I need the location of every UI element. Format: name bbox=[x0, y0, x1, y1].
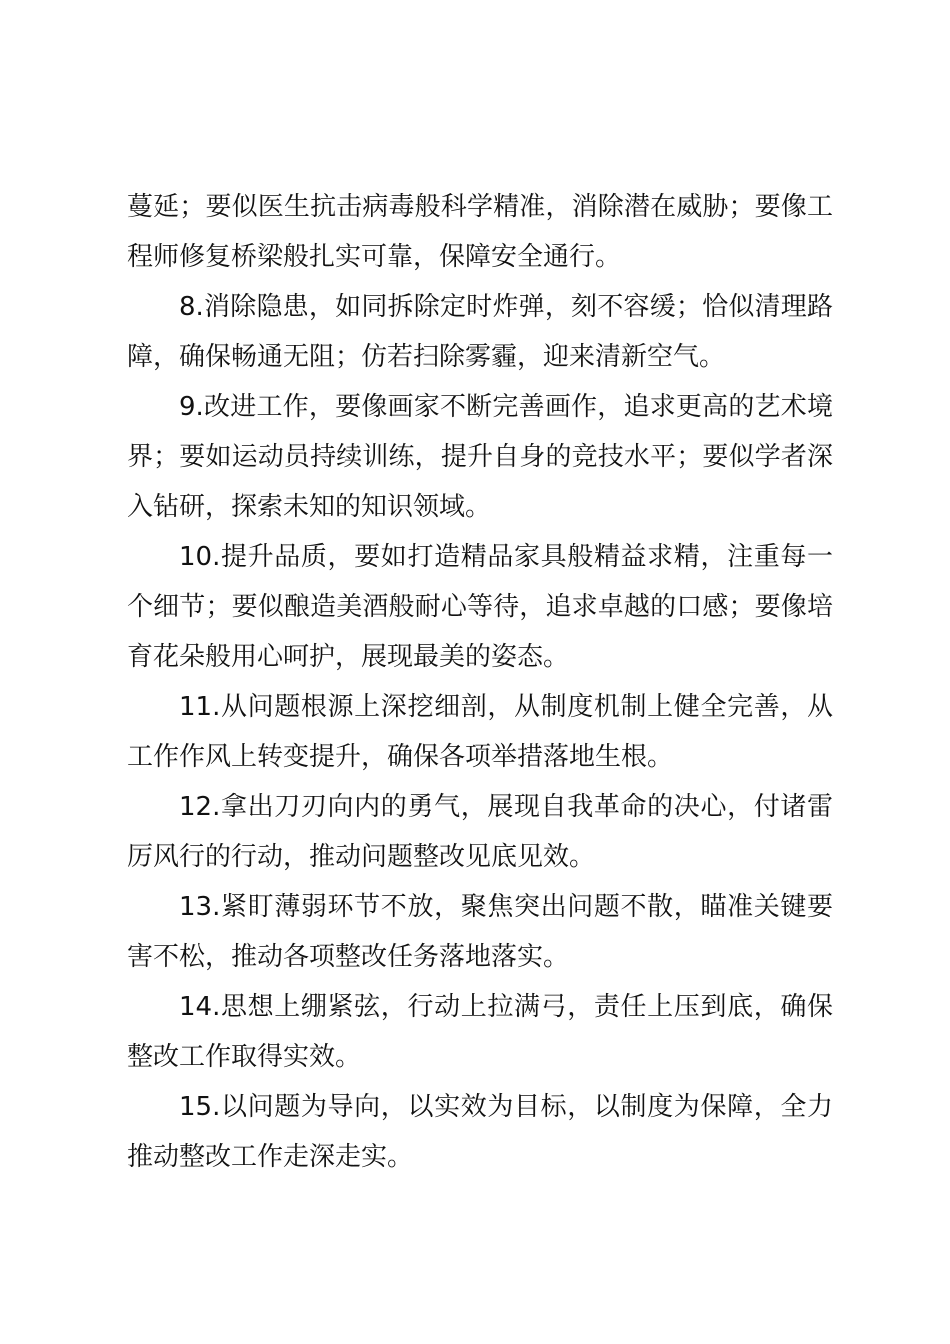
paragraph-item-10: 10.提升品质，要如打造精品家具般精益求精，注重每一个细节；要似酿造美酒般耐心等待，追求卓越的口感；要像培育花朵般用心呵护，展现最美的姿态。 bbox=[127, 542, 833, 672]
paragraph-item-8: 8.消除隐患，如同拆除定时炸弹，刻不容缓；恰似清理路障，确保畅通无阻；仿若扫除雾霾，迎来清新空气。 bbox=[127, 292, 833, 372]
paragraph-item-13: 13.紧盯薄弱环节不放，聚焦突出问题不散，瞄准关键要害不松，推动各项整改任务落地落实。 bbox=[127, 892, 833, 972]
paragraph-item-12: 12.拿出刀刃向内的勇气，展现自我革命的决心，付诸雷厉风行的行动，推动问题整改见底见效。 bbox=[127, 792, 833, 872]
paragraph-item-15: 15.以问题为导向，以实效为目标，以制度为保障，全力推动整改工作走深走实。 bbox=[127, 1092, 833, 1172]
paragraph-item-11: 11.从问题根源上深挖细剖，从制度机制上健全完善，从工作作风上转变提升，确保各项举措落地生根。 bbox=[127, 692, 833, 772]
document-body bbox=[127, 182, 833, 1182]
paragraph-item-14: 14.思想上绷紧弦，行动上拉满弓，责任上压到底，确保整改工作取得实效。 bbox=[127, 992, 833, 1072]
paragraph-item-9: 9.改进工作，要像画家不断完善画作，追求更高的艺术境界；要如运动员持续训练，提升自身的竞技水平；要似学者深入钻研，探索未知的知识领域。 bbox=[127, 392, 833, 522]
paragraph-continuation: 蔓延；要似医生抗击病毒般科学精准，消除潜在威胁；要像工程师修复桥梁般扎实可靠，保障安全通行。 bbox=[127, 192, 833, 272]
